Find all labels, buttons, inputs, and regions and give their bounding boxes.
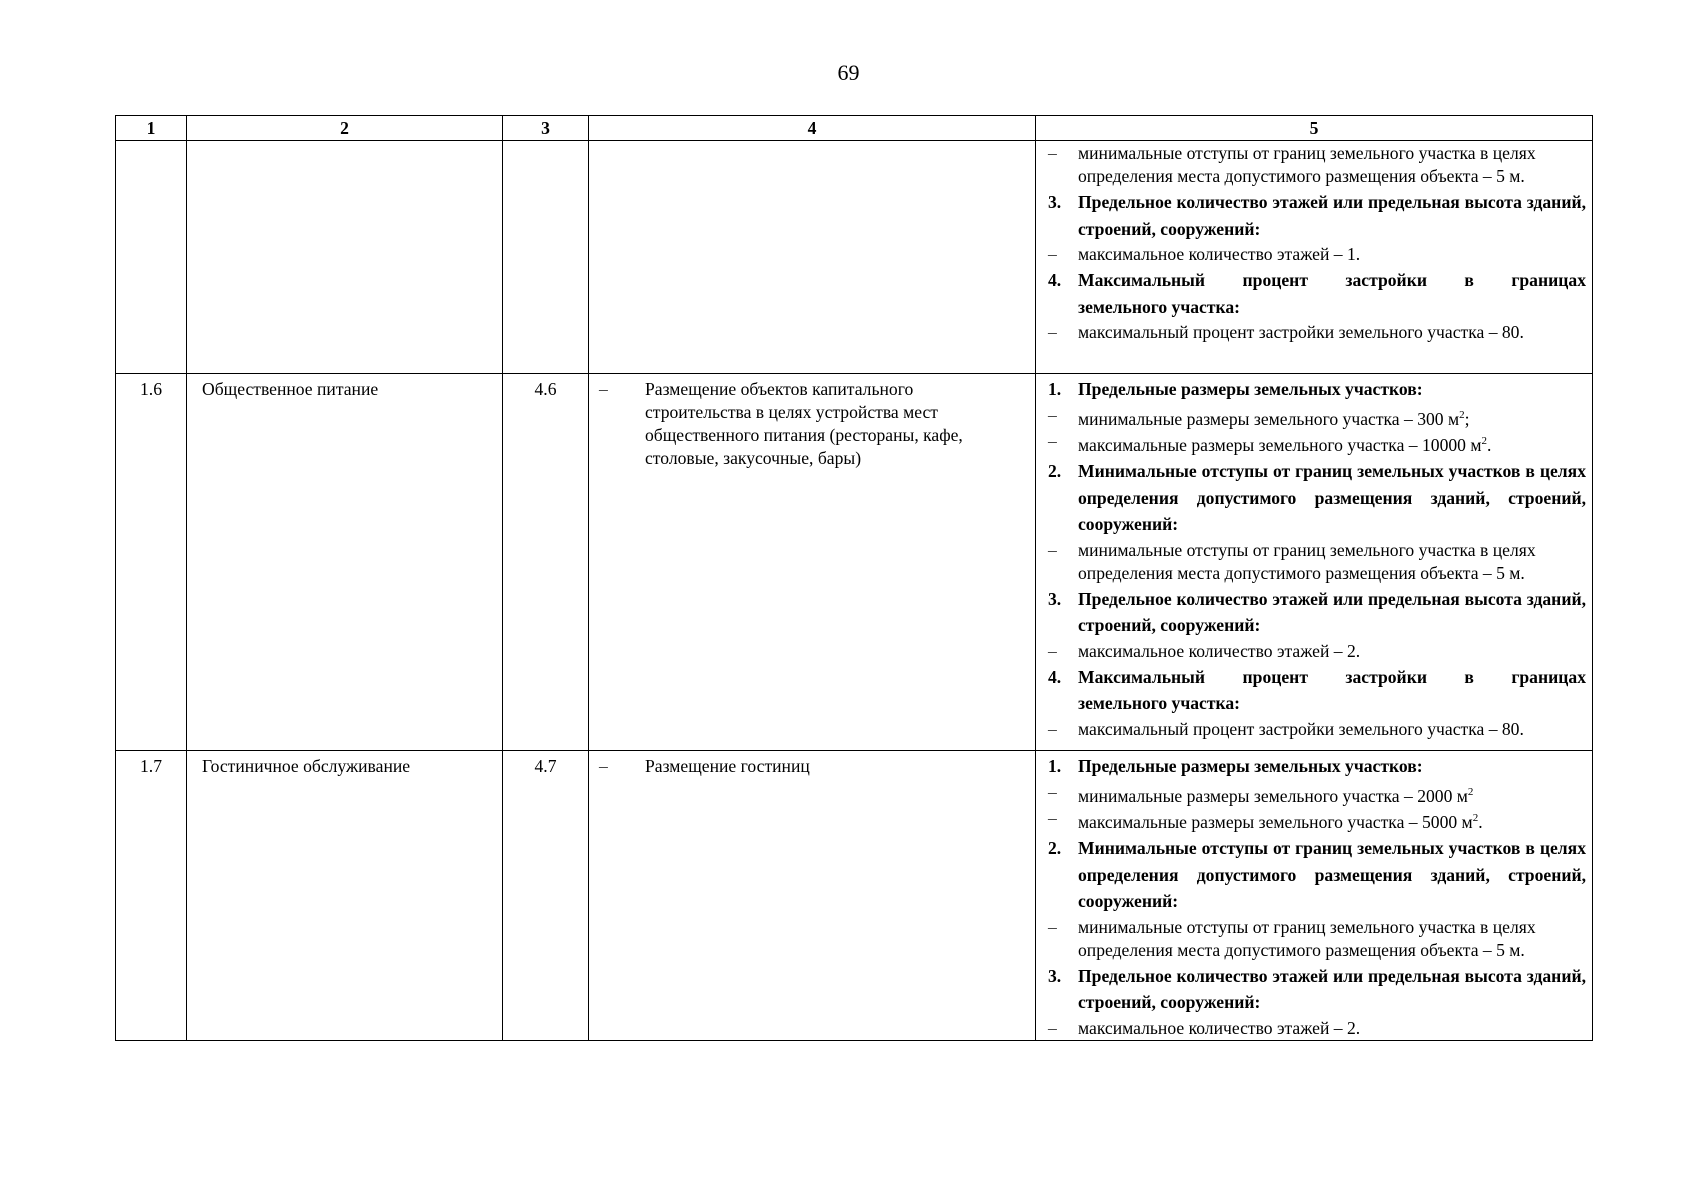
parameter-item bbox=[1048, 1017, 1586, 1040]
description-cell bbox=[589, 141, 1036, 374]
list-number: 3. bbox=[1048, 192, 1062, 212]
parameter-text bbox=[1078, 267, 1586, 320]
parameter-text: Минимальные отступы от границ земельных участков в целях определения допустимого размещения зданий, строений, сооружений: bbox=[1078, 838, 1586, 912]
parameters-cell bbox=[1036, 751, 1593, 1041]
description-item bbox=[599, 378, 1021, 470]
dash-marker: – bbox=[1048, 640, 1057, 661]
parameter-heading bbox=[1048, 664, 1586, 717]
dash-marker: – bbox=[1048, 244, 1057, 264]
dash-marker: – bbox=[1048, 431, 1057, 452]
parameter-text: Предельное количество этажей или предельная высота зданий, строений, сооружений: bbox=[1078, 192, 1586, 239]
parameter-text: максимальное количество этажей – 1. bbox=[1078, 244, 1361, 264]
parameter-text bbox=[1078, 404, 1586, 431]
parameter-text-line: Максимальный процент застройки в границах bbox=[1078, 270, 1586, 290]
parameter-text bbox=[1078, 664, 1586, 717]
list-number: 4. bbox=[1048, 666, 1062, 687]
list-number: 2. bbox=[1048, 461, 1062, 482]
column-header: 1 bbox=[116, 116, 187, 141]
parameter-item bbox=[1048, 404, 1586, 431]
dash-marker: – bbox=[1048, 143, 1057, 163]
dash-marker: – bbox=[599, 379, 608, 399]
description-cell bbox=[589, 374, 1036, 751]
parameter-heading bbox=[1048, 189, 1586, 242]
dash-marker: – bbox=[1048, 808, 1057, 829]
parameter-item bbox=[1048, 640, 1586, 663]
use-code-cell bbox=[503, 141, 589, 374]
use-code-cell: 4.7 bbox=[503, 751, 589, 1041]
parameter-item bbox=[1048, 321, 1586, 344]
parameter-item bbox=[1048, 430, 1586, 457]
parameters-cell bbox=[1036, 141, 1593, 374]
list-number: 3. bbox=[1048, 588, 1062, 609]
dash-marker: – bbox=[1048, 718, 1057, 739]
parameter-heading bbox=[1048, 458, 1586, 538]
row-number-cell: 1.6 bbox=[116, 374, 187, 751]
parameter-heading bbox=[1048, 586, 1586, 639]
column-header: 2 bbox=[187, 116, 503, 141]
parameter-text-main: минимальные размеры земельного участка – 300 м bbox=[1078, 408, 1460, 429]
description-item bbox=[599, 755, 1021, 778]
parameter-item bbox=[1048, 718, 1586, 741]
superscript: 2 bbox=[1459, 408, 1465, 421]
parameter-heading bbox=[1048, 835, 1586, 915]
parameter-text: Предельные размеры земельных участков: bbox=[1078, 756, 1423, 776]
superscript: 2 bbox=[1467, 785, 1474, 798]
parameter-text: максимальное количество этажей – 2. bbox=[1078, 640, 1361, 661]
list-number: 4. bbox=[1048, 270, 1062, 290]
parameter-text-main: минимальные размеры земельного участка – 2000 м bbox=[1078, 785, 1468, 806]
row-number-cell bbox=[116, 141, 187, 374]
parameter-text-main: максимальные размеры земельного участка – 5000 м bbox=[1078, 812, 1473, 833]
parameter-text: максимальный процент застройки земельного участка – 80. bbox=[1078, 718, 1524, 739]
parameter-heading bbox=[1048, 753, 1586, 780]
parameter-text-line: Максимальный процент застройки в границах bbox=[1078, 666, 1586, 687]
parameter-text bbox=[1078, 807, 1586, 834]
parameter-text bbox=[1078, 430, 1586, 457]
parameter-text-line: земельного участка: bbox=[1078, 693, 1241, 714]
description-text: Размещение объектов капитального строительства в целях устройства мест общественного питания (рестораны, кафе, столовые, закусочные, бары) bbox=[645, 379, 963, 468]
use-code-cell: 4.6 bbox=[503, 374, 589, 751]
list-number: 1. bbox=[1048, 379, 1062, 399]
page-number: 69 bbox=[837, 60, 860, 85]
table-row bbox=[116, 751, 1593, 1041]
dash-marker: – bbox=[1048, 916, 1057, 937]
table-row bbox=[116, 374, 1593, 751]
parameter-text: минимальные отступы от границ земельного участка в целях определения места допустимого размещения объекта – 5 м. bbox=[1078, 539, 1536, 583]
column-header: 4 bbox=[589, 116, 1036, 141]
dash-marker: – bbox=[1048, 322, 1057, 342]
table-row bbox=[116, 141, 1593, 374]
parameter-text: максимальное количество этажей – 2. bbox=[1078, 1017, 1361, 1038]
parameter-heading bbox=[1048, 267, 1586, 320]
dash-marker: – bbox=[599, 756, 608, 776]
parameter-item bbox=[1048, 781, 1586, 808]
dash-marker: – bbox=[1048, 539, 1057, 560]
parameter-item bbox=[1048, 142, 1586, 188]
parameter-text-main: максимальные размеры земельного участка – 10000 м bbox=[1078, 435, 1482, 456]
column-header: 5 bbox=[1036, 116, 1593, 141]
description-cell bbox=[589, 751, 1036, 1041]
parameter-text-suffix: . bbox=[1478, 812, 1483, 833]
dash-marker: – bbox=[1048, 781, 1057, 802]
parameter-item bbox=[1048, 539, 1586, 585]
use-name-cell bbox=[187, 141, 503, 374]
parameter-text: Предельное количество этажей или предельная высота зданий, строений, сооружений: bbox=[1078, 588, 1586, 636]
dash-marker: – bbox=[1048, 1017, 1057, 1038]
superscript: 2 bbox=[1481, 435, 1487, 448]
parameter-text-suffix: ; bbox=[1464, 408, 1470, 429]
regulations-table bbox=[115, 115, 1593, 1041]
row-number-cell: 1.7 bbox=[116, 751, 187, 1041]
parameter-item bbox=[1048, 807, 1586, 834]
parameter-item bbox=[1048, 243, 1586, 266]
parameter-text: минимальные отступы от границ земельного участка в целях определения места допустимого размещения объекта – 5 м. bbox=[1078, 143, 1536, 186]
column-header: 3 bbox=[503, 116, 589, 141]
description-text: Размещение гостиниц bbox=[645, 756, 810, 776]
parameter-text: Минимальные отступы от границ земельных участков в целях определения допустимого размещения зданий, строений, сооружений: bbox=[1078, 461, 1586, 535]
parameter-heading bbox=[1048, 963, 1586, 1016]
list-number: 2. bbox=[1048, 838, 1062, 859]
use-name-cell: Гостиничное обслуживание bbox=[187, 751, 503, 1041]
parameter-text-suffix: . bbox=[1487, 435, 1492, 456]
table-header-row bbox=[116, 116, 1593, 141]
dash-marker: – bbox=[1048, 404, 1057, 425]
parameters-cell bbox=[1036, 374, 1593, 751]
parameter-text: Предельное количество этажей или предельная высота зданий, строений, сооружений: bbox=[1078, 965, 1586, 1013]
parameter-text: максимальный процент застройки земельного участка – 80. bbox=[1078, 322, 1524, 342]
superscript: 2 bbox=[1472, 812, 1479, 825]
list-number: 3. bbox=[1048, 965, 1062, 986]
parameter-item bbox=[1048, 916, 1586, 962]
parameter-heading bbox=[1048, 376, 1586, 403]
parameter-text: минимальные отступы от границ земельного участка в целях определения места допустимого размещения объекта – 5 м. bbox=[1078, 916, 1536, 960]
use-name-cell: Общественное питание bbox=[187, 374, 503, 751]
parameter-text-line: земельного участка: bbox=[1078, 296, 1241, 317]
parameter-text bbox=[1078, 781, 1586, 808]
parameter-text: Предельные размеры земельных участков: bbox=[1078, 379, 1423, 399]
list-number: 1. bbox=[1048, 756, 1062, 776]
